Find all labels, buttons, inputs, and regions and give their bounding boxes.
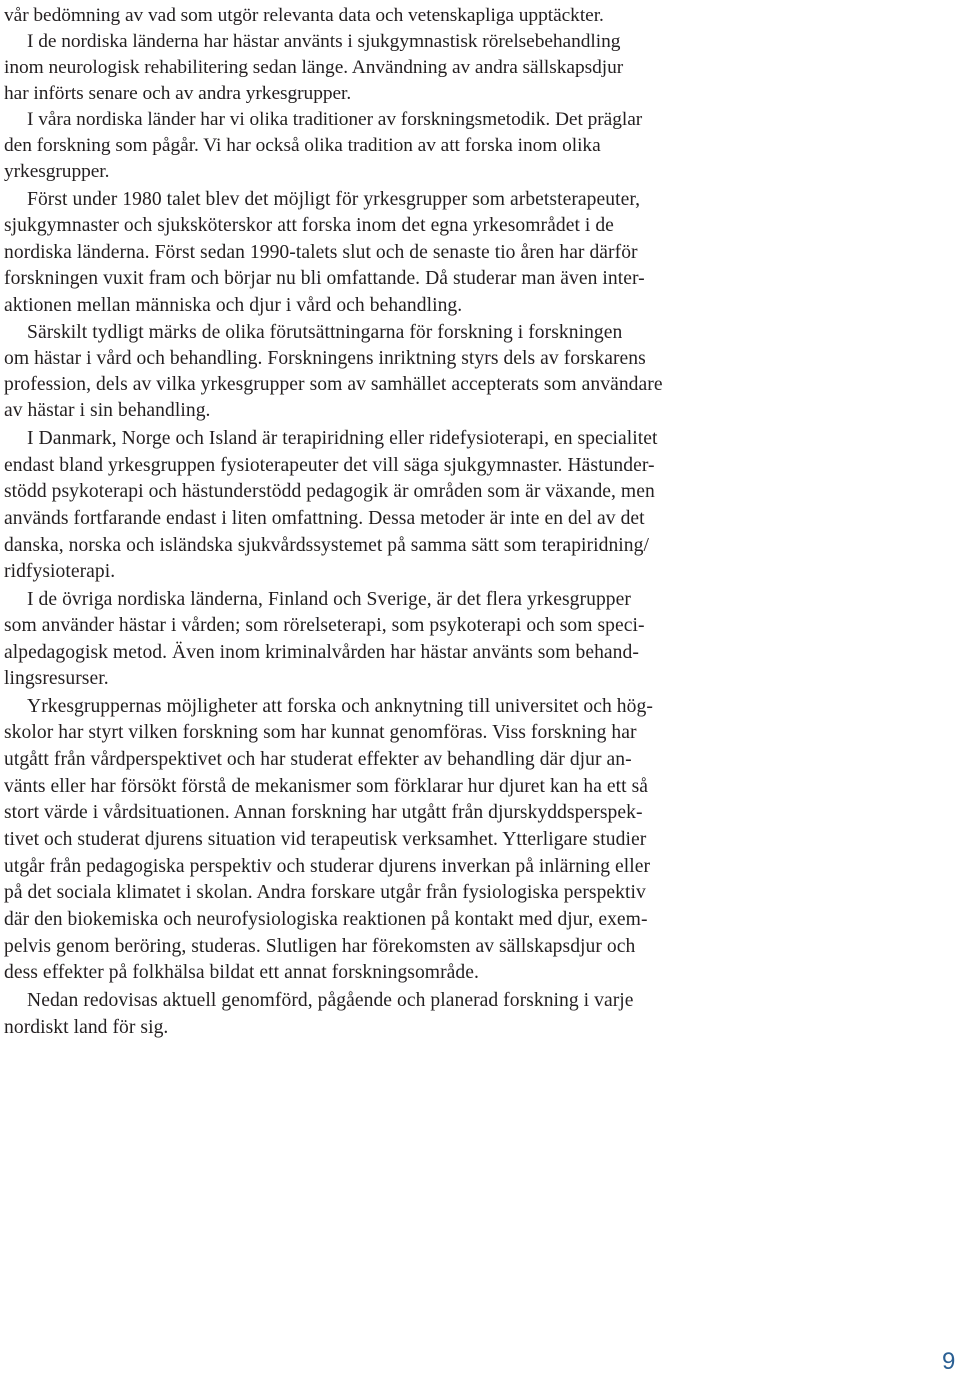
body-text-line: har införts senare och av andra yrkesgrupper. <box>4 83 352 104</box>
body-text-line: forskningen vuxit fram och börjar nu bli omfattande. Då studerar man även inter- <box>4 268 645 289</box>
body-text-line: lingsresurser. <box>4 668 109 689</box>
body-text-line: Nedan redovisas aktuell genomförd, pågående och planerad forskning i varje <box>27 990 634 1011</box>
body-text-line: vår bedömning av vad som utgör relevanta data och vetenskapliga upptäckter. <box>4 5 604 26</box>
body-text-line: där den biokemiska och neurofysiologiska reaktionen på kontakt med djur, exem- <box>4 909 648 930</box>
body-text-line: Särskilt tydligt märks de olika förutsättningarna för forskning i forskningen <box>27 322 623 343</box>
body-text-line: dess effekter på folkhälsa bildat ett annat forskningsområde. <box>4 962 479 983</box>
body-text-line: stort värde i vårdsituationen. Annan forskning har utgått från djurskyddsperspek- <box>4 802 643 823</box>
body-text-line: skolor har styrt vilken forskning som har kunnat genomföras. Viss forskning har <box>4 722 637 743</box>
body-text-line: endast bland yrkesgruppen fysioterapeuter det vill säga sjukgymnaster. Hästunder- <box>4 455 655 476</box>
body-text-line: på det sociala klimatet i skolan. Andra forskare utgår från fysiologiska perspektiv <box>4 882 646 903</box>
body-text-line: nordiskt land för sig. <box>4 1017 169 1038</box>
body-text-line: I de övriga nordiska länderna, Finland och Sverige, är det flera yrkesgrupper <box>27 589 631 610</box>
body-text-line: nordiska länderna. Först sedan 1990-talets slut och de senaste tio åren har därför <box>4 242 638 263</box>
body-text-line: ridfysioterapi. <box>4 561 116 582</box>
body-text-line: inom neurologisk rehabilitering sedan länge. Användning av andra sällskapsdjur <box>4 57 624 78</box>
body-text-line: aktionen mellan människa och djur i vård och behandling. <box>4 295 463 316</box>
body-text-line: danska, norska och isländska sjukvårdssystemet på samma sätt som terapiridning/ <box>4 535 649 556</box>
body-text-line: sjukgymnaster och sjuksköterskor att forska inom det egna yrkesområdet i de <box>4 215 614 236</box>
body-text-line: pelvis genom beröring, studeras. Slutligen har förekomsten av sällskapsdjur och <box>4 936 636 957</box>
body-text-line: vänts eller har försökt förstå de mekanismer som förklarar hur djuret kan ha ett så <box>4 776 648 797</box>
body-text-line: den forskning som pågår. Vi har också olika tradition av att forska inom olika <box>4 135 601 156</box>
body-text-line: utgår från pedagogiska perspektiv och studerar djurens inverkan på inlärning eller <box>4 856 651 877</box>
body-text-line: tivet och studerat djurens situation vid terapeutisk verksamhet. Ytterligare studier <box>4 829 647 850</box>
body-text-line: I Danmark, Norge och Island är terapiridning eller ridefysioterapi, en specialitet <box>27 428 658 449</box>
body-text-line: utgått från vårdperspektivet och har studerat effekter av behandling där djur an- <box>4 749 632 770</box>
body-text-line: I de nordiska länderna har hästar använts i sjukgymnastisk rörelsebehandling <box>27 31 621 52</box>
page-number: 9 <box>942 1348 956 1375</box>
body-text-line: alpedagogisk metod. Även inom kriminalvården har hästar använts som behand- <box>4 642 639 663</box>
body-text-line: Först under 1980 talet blev det möjligt för yrkesgrupper som arbetsterapeuter, <box>27 189 641 210</box>
body-text-line: Yrkesgruppernas möjligheter att forska och anknytning till universitet och hög- <box>27 696 653 717</box>
body-text-line: stödd psykoterapi och hästunderstödd pedagogik är områden som är växande, men <box>4 481 655 502</box>
body-text-line: I våra nordiska länder har vi olika traditioner av forskningsmetodik. Det präglar <box>27 109 643 130</box>
body-text-line: som använder hästar i vården; som rörelseterapi, som psykoterapi och som speci- <box>4 615 645 636</box>
body-text-line: profession, dels av vilka yrkesgrupper som av samhället accepterats som användare <box>4 374 663 395</box>
body-text-line: yrkesgrupper. <box>4 161 110 182</box>
body-text-line: om hästar i vård och behandling. Forskningens inriktning styrs dels av forskarens <box>4 348 646 369</box>
body-text-line: används fortfarande endast i liten omfattning. Dessa metoder är inte en del av det <box>4 508 645 529</box>
body-text-line: av hästar i sin behandling. <box>4 400 211 421</box>
